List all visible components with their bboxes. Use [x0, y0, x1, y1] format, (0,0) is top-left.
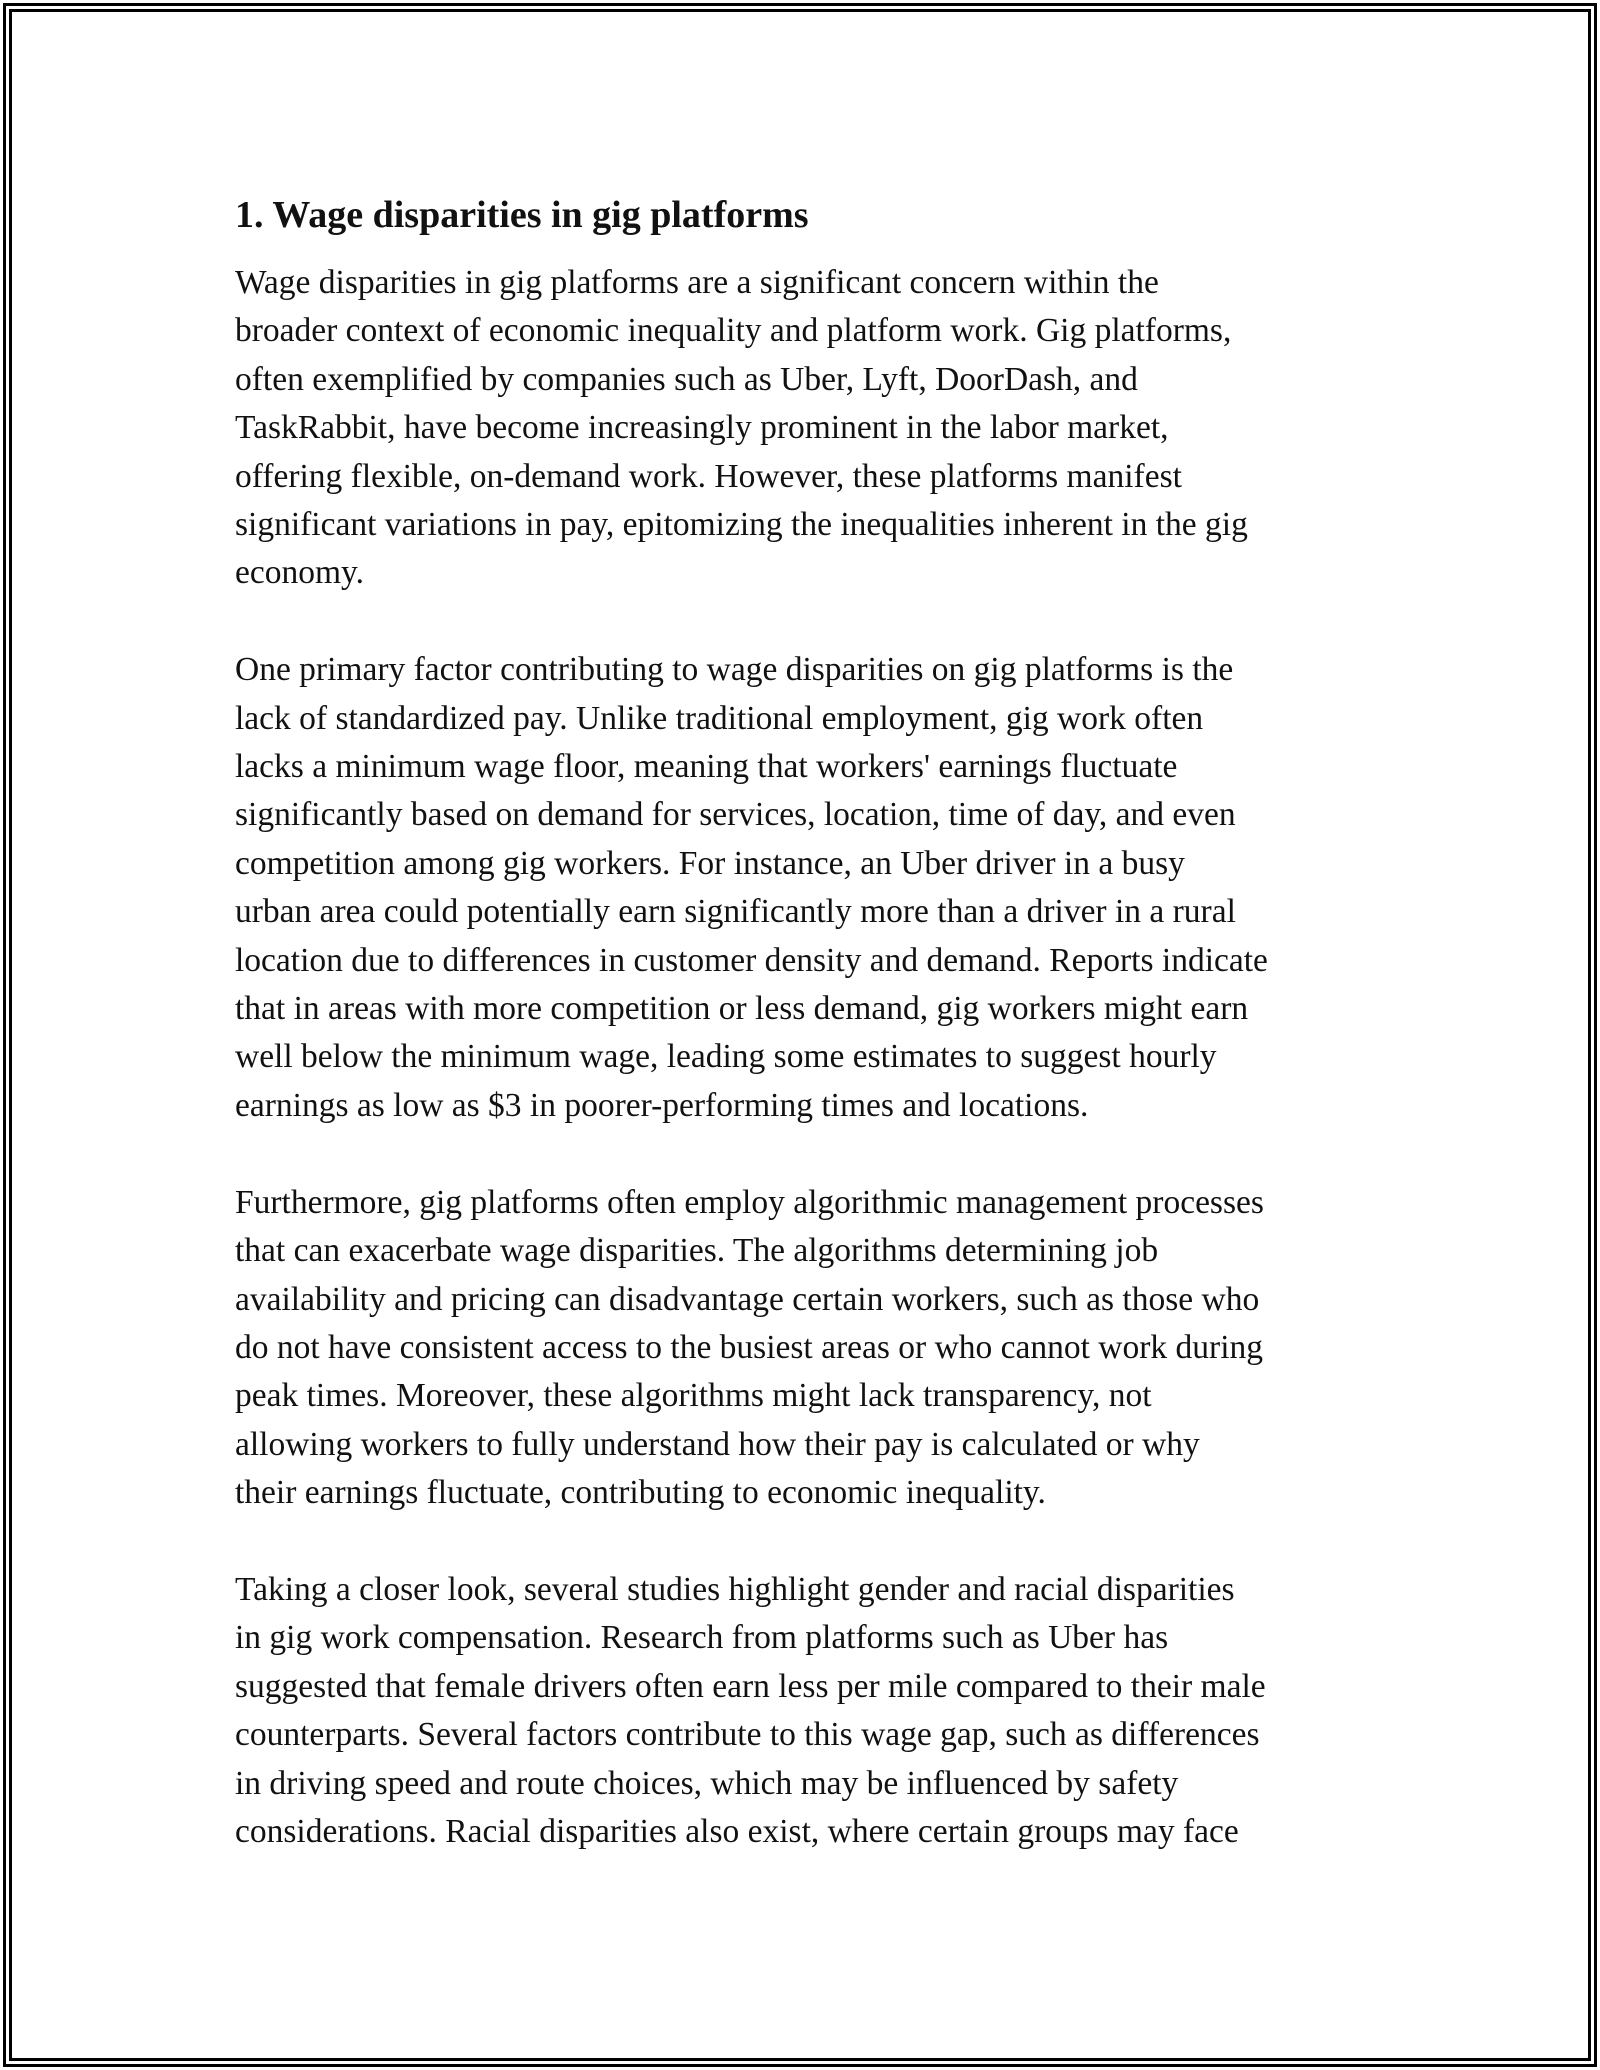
paragraph-4: Taking a closer look, several studies highlight gender and racial disparities in gig work compensation. Research from platforms such as Uber has suggested that female drivers often earn less per mile compared to their male counterparts. Several factors contribute to this wage gap, such as differences in driving speed and route choices, which may be influenced by safety considerations. Racial disparities also exist, where certain groups may face — [235, 1570, 1266, 1850]
paragraph-2: One primary factor contributing to wage disparities on gig platforms is the lack of standardized pay. Unlike traditional employment, gig work often lacks a minimum wage floor, meaning that workers' earnings fluctuate significantly based on demand for services, location, time of day, and even competition among gig workers. For instance, an Uber driver in a busy urban area could potentially earn significantly more than a driver in a rural location due to differences in customer density and demand. Reports indicate that in areas with more competition or less demand, gig workers might earn well below the minimum wage, leading some estimates to suggest hourly earnings as low as $3 in poorer-performing times and locations. — [235, 651, 1268, 1124]
paragraph-1: Wage disparities in gig platforms are a significant concern within the broader context of economic inequality and platform work. Gig platforms, often exemplified by companies such as Uber, Lyft, DoorDash, and TaskRabbit, have become increasingly prominent in the labor market, offering flexible, on-demand work. However, these platforms manifest significant variations in pay, epitomizing the inequalities inherent in the gig economy. — [235, 264, 1248, 592]
section-heading: 1. Wage disparities in gig platforms — [235, 194, 809, 236]
document-body — [235, 186, 1375, 1856]
paragraph-3: Furthermore, gig platforms often employ algorithmic management processes that can exacerbate wage disparities. The algorithms determining job availability and pricing can disadvantage certain workers, such as those who do not have consistent access to the busiest areas or who cannot work during peak times. Moreover, these algorithms might lack transparency, not allowing workers to fully understand how their pay is calculated or why their earnings fluctuate, contributing to economic inequality. — [235, 1183, 1264, 1512]
